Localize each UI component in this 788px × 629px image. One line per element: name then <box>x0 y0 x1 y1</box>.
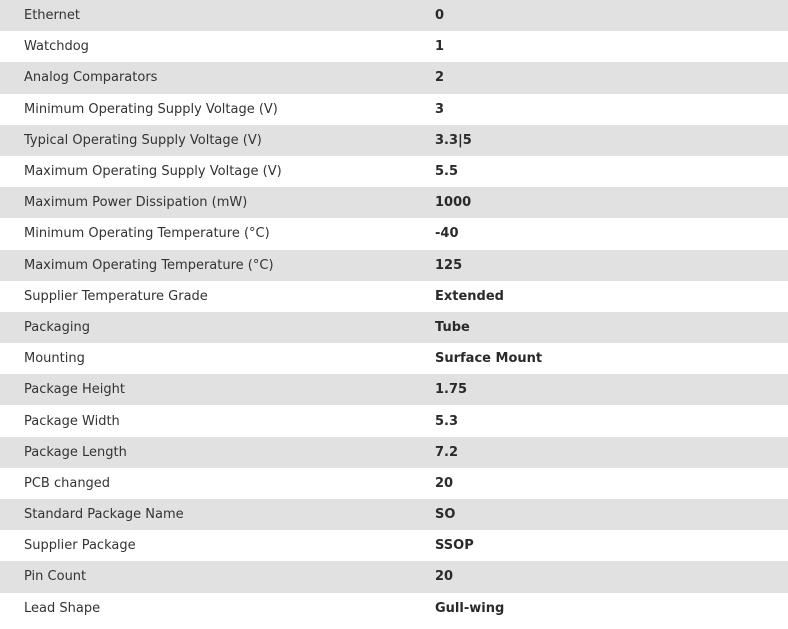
spec-value: -40 <box>435 226 459 242</box>
spec-row-temperature-grade <box>0 281 788 312</box>
spec-row-ethernet <box>0 0 788 31</box>
spec-row-min-supply-voltage <box>0 94 788 125</box>
spec-value: 1.75 <box>435 382 468 398</box>
spec-value: 3 <box>435 101 445 117</box>
spec-row-packaging <box>0 312 788 343</box>
spec-label: Lead Shape <box>24 600 101 616</box>
spec-value: Tube <box>435 319 470 335</box>
spec-label: Maximum Power Dissipation (mW) <box>24 195 248 211</box>
spec-label: Ethernet <box>24 8 80 24</box>
spec-row-max-supply-voltage <box>0 156 788 187</box>
spec-label: Packaging <box>24 319 90 335</box>
spec-row-supplier-package <box>0 530 788 561</box>
spec-value: 3.3|5 <box>435 132 472 148</box>
spec-label: Maximum Operating Temperature (°C) <box>24 257 274 273</box>
spec-label: Minimum Operating Temperature (°C) <box>24 226 270 242</box>
spec-label: Package Width <box>24 413 120 429</box>
spec-row-package-length <box>0 437 788 468</box>
spec-label: Typical Operating Supply Voltage (V) <box>24 132 262 148</box>
spec-label: Mounting <box>24 351 85 367</box>
spec-row-standard-package-name <box>0 499 788 530</box>
spec-label: Supplier Temperature Grade <box>24 288 208 304</box>
spec-label: Watchdog <box>24 39 89 55</box>
spec-value: 2 <box>435 70 445 86</box>
spec-row-package-width <box>0 405 788 436</box>
spec-label: Pin Count <box>24 569 87 585</box>
spec-value: 5.5 <box>435 164 459 180</box>
spec-row-max-power-dissipation <box>0 187 788 218</box>
spec-row-package-height <box>0 374 788 405</box>
spec-row-typical-supply-voltage <box>0 125 788 156</box>
spec-value: Surface Mount <box>435 351 543 367</box>
spec-value: 5.3 <box>435 413 459 429</box>
spec-value: 20 <box>435 475 454 491</box>
spec-value: Gull-wing <box>435 600 505 616</box>
spec-value: 1 <box>435 39 445 55</box>
spec-value: 0 <box>435 8 445 24</box>
spec-row-analog-comparators <box>0 62 788 93</box>
spec-label: Package Length <box>24 444 127 460</box>
spec-row-lead-shape <box>0 593 788 624</box>
spec-row-min-operating-temperature <box>0 218 788 249</box>
spec-row-mounting <box>0 343 788 374</box>
spec-label: Minimum Operating Supply Voltage (V) <box>24 101 278 117</box>
spec-label: Analog Comparators <box>24 70 158 86</box>
spec-row-max-operating-temperature <box>0 250 788 281</box>
spec-value: 1000 <box>435 195 472 211</box>
spec-label: Standard Package Name <box>24 507 184 523</box>
spec-label: PCB changed <box>24 475 111 491</box>
spec-value: SSOP <box>435 538 474 554</box>
spec-value: SO <box>435 507 456 523</box>
spec-label: Supplier Package <box>24 538 136 554</box>
spec-row-pcb-changed <box>0 468 788 499</box>
spec-value: 125 <box>435 257 463 273</box>
spec-value: 7.2 <box>435 444 459 460</box>
spec-label: Package Height <box>24 382 125 398</box>
spec-value: Extended <box>435 288 504 304</box>
spec-row-watchdog <box>0 31 788 62</box>
spec-row-pin-count <box>0 561 788 592</box>
spec-label: Maximum Operating Supply Voltage (V) <box>24 164 282 180</box>
spec-value: 20 <box>435 569 454 585</box>
